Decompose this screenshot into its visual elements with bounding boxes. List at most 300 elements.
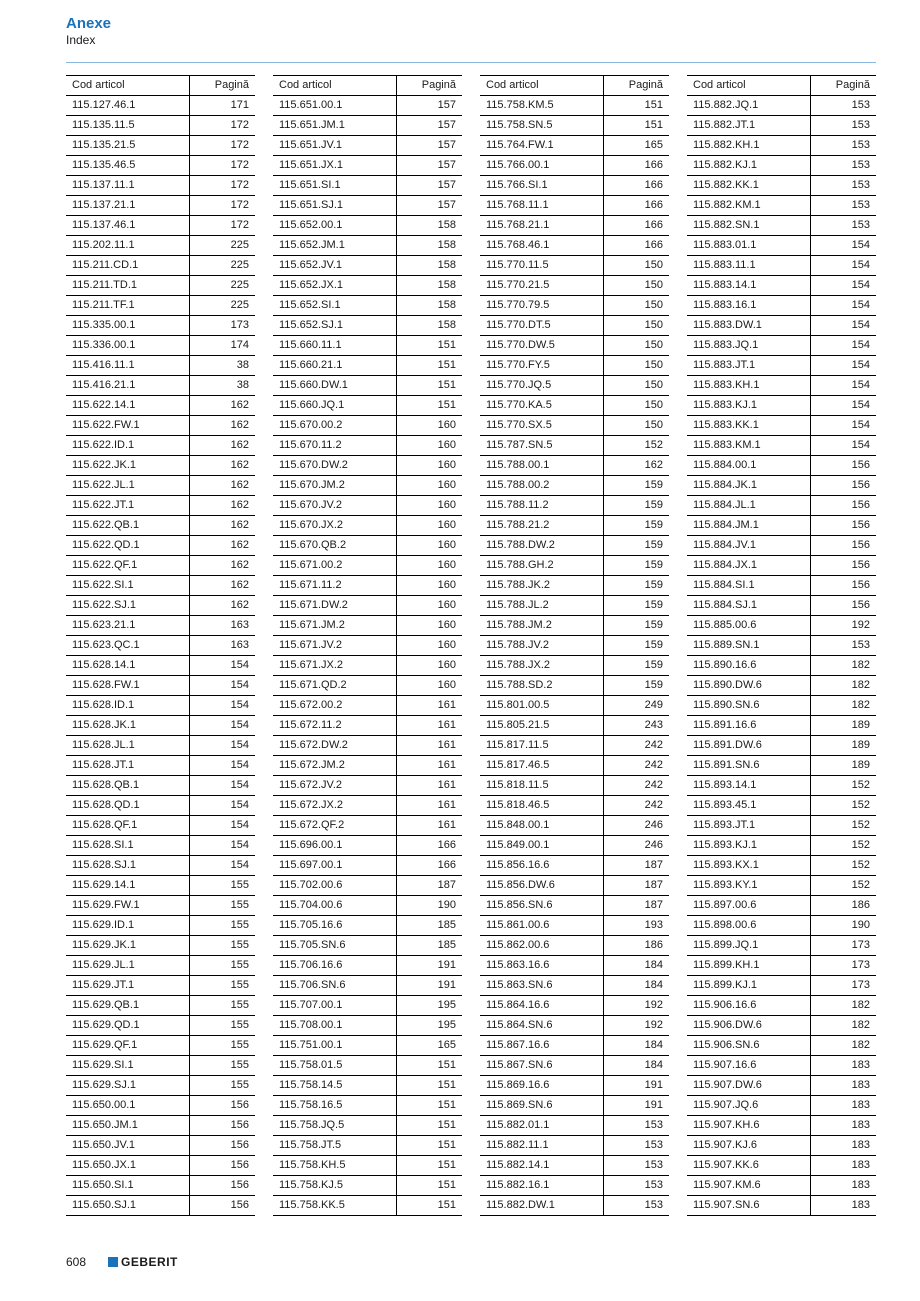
page-ref: 182 bbox=[811, 696, 877, 716]
table-row bbox=[480, 596, 669, 616]
article-code: 115.652.SI.1 bbox=[273, 296, 397, 316]
page-ref: 157 bbox=[397, 196, 463, 216]
table-row bbox=[687, 936, 876, 956]
column-header-code: Cod articol bbox=[273, 76, 397, 96]
table-row bbox=[66, 776, 255, 796]
article-code: 115.770.FY.5 bbox=[480, 356, 604, 376]
article-code: 115.628.QD.1 bbox=[66, 796, 190, 816]
page-ref: 153 bbox=[811, 116, 877, 136]
table-row bbox=[687, 276, 876, 296]
page-ref: 151 bbox=[604, 96, 670, 116]
article-code: 115.801.00.5 bbox=[480, 696, 604, 716]
page-ref: 158 bbox=[397, 236, 463, 256]
article-code: 115.705.16.6 bbox=[273, 916, 397, 936]
article-code: 115.651.JV.1 bbox=[273, 136, 397, 156]
table-row bbox=[480, 756, 669, 776]
table-row bbox=[66, 436, 255, 456]
page-ref: 186 bbox=[811, 896, 877, 916]
table-row bbox=[480, 1196, 669, 1216]
table-row bbox=[273, 1196, 462, 1216]
page-ref: 38 bbox=[190, 376, 256, 396]
table-row bbox=[480, 936, 669, 956]
table-row bbox=[273, 276, 462, 296]
table-row bbox=[273, 1056, 462, 1076]
article-code: 115.899.JQ.1 bbox=[687, 936, 811, 956]
article-code: 115.788.JK.2 bbox=[480, 576, 604, 596]
page-ref: 154 bbox=[811, 436, 877, 456]
page-ref: 246 bbox=[604, 816, 670, 836]
page-ref: 155 bbox=[190, 956, 256, 976]
page-ref: 160 bbox=[397, 556, 463, 576]
column-header-code: Cod articol bbox=[480, 76, 604, 96]
page-ref: 156 bbox=[190, 1136, 256, 1156]
article-code: 115.671.DW.2 bbox=[273, 596, 397, 616]
page-ref: 191 bbox=[604, 1096, 670, 1116]
article-code: 115.818.11.5 bbox=[480, 776, 604, 796]
page-ref: 154 bbox=[190, 716, 256, 736]
page-ref: 156 bbox=[190, 1116, 256, 1136]
header-divider bbox=[66, 62, 876, 63]
article-code: 115.629.QB.1 bbox=[66, 996, 190, 1016]
article-code: 115.864.16.6 bbox=[480, 996, 604, 1016]
page-ref: 183 bbox=[811, 1156, 877, 1176]
table-row bbox=[687, 1136, 876, 1156]
page-ref: 156 bbox=[811, 476, 877, 496]
table-row bbox=[687, 1076, 876, 1096]
page-ref: 182 bbox=[811, 1036, 877, 1056]
table-row bbox=[480, 796, 669, 816]
page-ref: 246 bbox=[604, 836, 670, 856]
article-code: 115.671.11.2 bbox=[273, 576, 397, 596]
table-row bbox=[687, 1196, 876, 1216]
page-ref: 155 bbox=[190, 916, 256, 936]
table-row bbox=[66, 856, 255, 876]
article-code: 115.882.JT.1 bbox=[687, 116, 811, 136]
table-row bbox=[66, 696, 255, 716]
table-row bbox=[273, 756, 462, 776]
article-code: 115.650.JV.1 bbox=[66, 1136, 190, 1156]
table-row bbox=[480, 1176, 669, 1196]
page-ref: 155 bbox=[190, 1036, 256, 1056]
table-row bbox=[687, 196, 876, 216]
page-ref: 152 bbox=[811, 876, 877, 896]
table-row bbox=[66, 1176, 255, 1196]
article-code: 115.788.JV.2 bbox=[480, 636, 604, 656]
article-code: 115.671.00.2 bbox=[273, 556, 397, 576]
page-ref: 195 bbox=[397, 1016, 463, 1036]
article-code: 115.672.QF.2 bbox=[273, 816, 397, 836]
table-row bbox=[273, 356, 462, 376]
page-ref: 160 bbox=[397, 596, 463, 616]
page-ref: 162 bbox=[190, 576, 256, 596]
table-row bbox=[273, 456, 462, 476]
page-ref: 156 bbox=[811, 456, 877, 476]
article-code: 115.862.00.6 bbox=[480, 936, 604, 956]
table-row bbox=[480, 376, 669, 396]
table-row bbox=[273, 996, 462, 1016]
article-code: 115.670.00.2 bbox=[273, 416, 397, 436]
table-row bbox=[480, 576, 669, 596]
page-ref: 160 bbox=[397, 416, 463, 436]
page-ref: 153 bbox=[604, 1136, 670, 1156]
article-code: 115.652.00.1 bbox=[273, 216, 397, 236]
table-row bbox=[273, 236, 462, 256]
page-ref: 150 bbox=[604, 356, 670, 376]
table-row bbox=[687, 516, 876, 536]
page-ref: 161 bbox=[397, 756, 463, 776]
article-code: 115.884.JX.1 bbox=[687, 556, 811, 576]
page-ref: 156 bbox=[190, 1156, 256, 1176]
article-code: 115.670.JM.2 bbox=[273, 476, 397, 496]
page-ref: 159 bbox=[604, 476, 670, 496]
table-row bbox=[480, 836, 669, 856]
article-code: 115.768.21.1 bbox=[480, 216, 604, 236]
table-row bbox=[480, 396, 669, 416]
article-code: 115.869.SN.6 bbox=[480, 1096, 604, 1116]
article-code: 115.758.KM.5 bbox=[480, 96, 604, 116]
table-row bbox=[273, 676, 462, 696]
table-row bbox=[687, 176, 876, 196]
article-code: 115.672.00.2 bbox=[273, 696, 397, 716]
article-code: 115.650.00.1 bbox=[66, 1096, 190, 1116]
index-column-3 bbox=[480, 75, 669, 1216]
page-ref: 153 bbox=[811, 216, 877, 236]
page-ref: 151 bbox=[397, 396, 463, 416]
page-ref: 159 bbox=[604, 576, 670, 596]
article-code: 115.758.14.5 bbox=[273, 1076, 397, 1096]
page-ref: 156 bbox=[811, 556, 877, 576]
table-row bbox=[687, 256, 876, 276]
table-row bbox=[687, 676, 876, 696]
table-row bbox=[273, 716, 462, 736]
article-code: 115.652.JM.1 bbox=[273, 236, 397, 256]
column-header-page: Pagină bbox=[604, 76, 670, 96]
page-ref: 154 bbox=[190, 816, 256, 836]
table-row bbox=[687, 836, 876, 856]
page-ref: 150 bbox=[604, 276, 670, 296]
article-code: 115.764.FW.1 bbox=[480, 136, 604, 156]
table-row bbox=[480, 416, 669, 436]
article-code: 115.893.45.1 bbox=[687, 796, 811, 816]
page-ref: 160 bbox=[397, 436, 463, 456]
article-code: 115.817.11.5 bbox=[480, 736, 604, 756]
page-ref: 159 bbox=[604, 516, 670, 536]
article-code: 115.696.00.1 bbox=[273, 836, 397, 856]
article-code: 115.788.GH.2 bbox=[480, 556, 604, 576]
page-ref: 159 bbox=[604, 496, 670, 516]
article-code: 115.127.46.1 bbox=[66, 96, 190, 116]
page-ref: 173 bbox=[811, 936, 877, 956]
article-code: 115.907.DW.6 bbox=[687, 1076, 811, 1096]
article-code: 115.867.SN.6 bbox=[480, 1056, 604, 1076]
section-subtitle: Index bbox=[66, 33, 96, 47]
page-ref: 38 bbox=[190, 356, 256, 376]
page-ref: 163 bbox=[190, 616, 256, 636]
page-ref: 154 bbox=[811, 356, 877, 376]
page-ref: 154 bbox=[811, 296, 877, 316]
table-row bbox=[687, 1056, 876, 1076]
article-code: 115.899.KJ.1 bbox=[687, 976, 811, 996]
table-row bbox=[273, 816, 462, 836]
article-code: 115.766.00.1 bbox=[480, 156, 604, 176]
table-row bbox=[273, 336, 462, 356]
article-code: 115.883.KK.1 bbox=[687, 416, 811, 436]
article-code: 115.629.ID.1 bbox=[66, 916, 190, 936]
page-ref: 187 bbox=[604, 896, 670, 916]
table-row bbox=[273, 496, 462, 516]
page-ref: 184 bbox=[604, 1036, 670, 1056]
article-code: 115.907.16.6 bbox=[687, 1056, 811, 1076]
page-header bbox=[66, 15, 111, 47]
table-row bbox=[480, 1016, 669, 1036]
page-ref: 154 bbox=[811, 316, 877, 336]
page-ref: 162 bbox=[604, 456, 670, 476]
page-ref: 160 bbox=[397, 536, 463, 556]
article-code: 115.863.16.6 bbox=[480, 956, 604, 976]
table-row bbox=[687, 416, 876, 436]
table-row bbox=[687, 536, 876, 556]
page-ref: 160 bbox=[397, 636, 463, 656]
article-code: 115.889.SN.1 bbox=[687, 636, 811, 656]
article-code: 115.907.KH.6 bbox=[687, 1116, 811, 1136]
table-header-row bbox=[687, 76, 876, 96]
article-code: 115.622.QD.1 bbox=[66, 536, 190, 556]
table-row bbox=[273, 1036, 462, 1056]
article-code: 115.650.SI.1 bbox=[66, 1176, 190, 1196]
page-ref: 191 bbox=[397, 976, 463, 996]
table-row bbox=[273, 176, 462, 196]
page-ref: 155 bbox=[190, 876, 256, 896]
page-ref: 242 bbox=[604, 796, 670, 816]
article-code: 115.651.JX.1 bbox=[273, 156, 397, 176]
article-code: 115.758.16.5 bbox=[273, 1096, 397, 1116]
index-table bbox=[66, 75, 255, 1216]
page-ref: 242 bbox=[604, 736, 670, 756]
table-row bbox=[273, 1076, 462, 1096]
page-ref: 150 bbox=[604, 336, 670, 356]
article-code: 115.907.KM.6 bbox=[687, 1176, 811, 1196]
article-code: 115.883.01.1 bbox=[687, 236, 811, 256]
page-ref: 154 bbox=[811, 276, 877, 296]
article-code: 115.135.11.5 bbox=[66, 116, 190, 136]
article-code: 115.770.79.5 bbox=[480, 296, 604, 316]
table-row bbox=[480, 776, 669, 796]
article-code: 115.660.JQ.1 bbox=[273, 396, 397, 416]
table-row bbox=[66, 396, 255, 416]
page-ref: 159 bbox=[604, 596, 670, 616]
article-code: 115.671.QD.2 bbox=[273, 676, 397, 696]
table-row bbox=[480, 1056, 669, 1076]
table-row bbox=[687, 756, 876, 776]
article-code: 115.672.JM.2 bbox=[273, 756, 397, 776]
table-row bbox=[66, 836, 255, 856]
table-row bbox=[480, 1136, 669, 1156]
article-code: 115.704.00.6 bbox=[273, 896, 397, 916]
article-code: 115.628.QF.1 bbox=[66, 816, 190, 836]
page-ref: 153 bbox=[604, 1176, 670, 1196]
table-row bbox=[273, 636, 462, 656]
table-row bbox=[480, 1156, 669, 1176]
table-row bbox=[66, 236, 255, 256]
article-code: 115.893.KJ.1 bbox=[687, 836, 811, 856]
article-code: 115.629.14.1 bbox=[66, 876, 190, 896]
article-code: 115.672.DW.2 bbox=[273, 736, 397, 756]
page-ref: 153 bbox=[811, 196, 877, 216]
table-row bbox=[687, 616, 876, 636]
article-code: 115.768.46.1 bbox=[480, 236, 604, 256]
page-ref: 151 bbox=[397, 1096, 463, 1116]
table-row bbox=[66, 636, 255, 656]
article-code: 115.907.KJ.6 bbox=[687, 1136, 811, 1156]
table-row bbox=[687, 576, 876, 596]
page-ref: 159 bbox=[604, 616, 670, 636]
page-ref: 154 bbox=[190, 736, 256, 756]
page-ref: 159 bbox=[604, 636, 670, 656]
page-ref: 166 bbox=[397, 836, 463, 856]
article-code: 115.758.SN.5 bbox=[480, 116, 604, 136]
page-ref: 153 bbox=[811, 96, 877, 116]
page-ref: 151 bbox=[604, 116, 670, 136]
page-ref: 159 bbox=[604, 656, 670, 676]
article-code: 115.770.SX.5 bbox=[480, 416, 604, 436]
table-row bbox=[273, 596, 462, 616]
page-ref: 156 bbox=[811, 576, 877, 596]
article-code: 115.882.KJ.1 bbox=[687, 156, 811, 176]
article-code: 115.890.SN.6 bbox=[687, 696, 811, 716]
page-ref: 184 bbox=[604, 976, 670, 996]
article-code: 115.770.DT.5 bbox=[480, 316, 604, 336]
table-row bbox=[687, 1156, 876, 1176]
page-ref: 172 bbox=[190, 116, 256, 136]
article-code: 115.672.JV.2 bbox=[273, 776, 397, 796]
brand-logo bbox=[108, 1255, 178, 1269]
article-code: 115.882.11.1 bbox=[480, 1136, 604, 1156]
page-ref: 154 bbox=[190, 756, 256, 776]
page-ref: 161 bbox=[397, 696, 463, 716]
page-ref: 172 bbox=[190, 176, 256, 196]
page-ref: 150 bbox=[604, 376, 670, 396]
table-row bbox=[273, 1116, 462, 1136]
article-code: 115.211.TD.1 bbox=[66, 276, 190, 296]
article-code: 115.788.00.2 bbox=[480, 476, 604, 496]
table-header-row bbox=[273, 76, 462, 96]
page-footer bbox=[66, 1255, 178, 1269]
table-row bbox=[480, 1036, 669, 1056]
page-ref: 150 bbox=[604, 416, 670, 436]
page-ref: 166 bbox=[397, 856, 463, 876]
table-row bbox=[480, 1076, 669, 1096]
page-ref: 159 bbox=[604, 556, 670, 576]
article-code: 115.849.00.1 bbox=[480, 836, 604, 856]
article-code: 115.885.00.6 bbox=[687, 616, 811, 636]
article-code: 115.788.00.1 bbox=[480, 456, 604, 476]
table-row bbox=[273, 1176, 462, 1196]
table-row bbox=[687, 396, 876, 416]
page-ref: 156 bbox=[190, 1176, 256, 1196]
page-ref: 153 bbox=[604, 1196, 670, 1216]
page-ref: 189 bbox=[811, 756, 877, 776]
page-ref: 165 bbox=[604, 136, 670, 156]
page-ref: 154 bbox=[190, 856, 256, 876]
article-code: 115.629.JL.1 bbox=[66, 956, 190, 976]
table-row bbox=[480, 916, 669, 936]
article-code: 115.628.QB.1 bbox=[66, 776, 190, 796]
table-row bbox=[66, 116, 255, 136]
page-ref: 154 bbox=[190, 696, 256, 716]
article-code: 115.770.KA.5 bbox=[480, 396, 604, 416]
page-ref: 150 bbox=[604, 316, 670, 336]
table-row bbox=[480, 196, 669, 216]
page-ref: 151 bbox=[397, 1176, 463, 1196]
article-code: 115.660.21.1 bbox=[273, 356, 397, 376]
table-row bbox=[687, 336, 876, 356]
table-row bbox=[687, 1016, 876, 1036]
page-ref: 195 bbox=[397, 996, 463, 1016]
table-row bbox=[66, 1116, 255, 1136]
article-code: 115.651.JM.1 bbox=[273, 116, 397, 136]
table-row bbox=[66, 996, 255, 1016]
page-ref: 153 bbox=[811, 176, 877, 196]
article-code: 115.629.QF.1 bbox=[66, 1036, 190, 1056]
page-ref: 154 bbox=[811, 376, 877, 396]
page-ref: 157 bbox=[397, 156, 463, 176]
article-code: 115.768.11.1 bbox=[480, 196, 604, 216]
table-row bbox=[273, 296, 462, 316]
table-row bbox=[66, 316, 255, 336]
article-code: 115.211.TF.1 bbox=[66, 296, 190, 316]
page-ref: 162 bbox=[190, 396, 256, 416]
page-ref: 172 bbox=[190, 156, 256, 176]
article-code: 115.882.01.1 bbox=[480, 1116, 604, 1136]
page-ref: 152 bbox=[811, 816, 877, 836]
table-row bbox=[687, 1176, 876, 1196]
article-code: 115.882.DW.1 bbox=[480, 1196, 604, 1216]
page-ref: 152 bbox=[811, 776, 877, 796]
index-column-1 bbox=[66, 75, 255, 1216]
article-code: 115.628.ID.1 bbox=[66, 696, 190, 716]
table-row bbox=[66, 796, 255, 816]
table-row bbox=[273, 316, 462, 336]
article-code: 115.907.KK.6 bbox=[687, 1156, 811, 1176]
table-row bbox=[66, 576, 255, 596]
page-ref: 158 bbox=[397, 276, 463, 296]
table-row bbox=[66, 296, 255, 316]
page-ref: 155 bbox=[190, 976, 256, 996]
page-ref: 182 bbox=[811, 676, 877, 696]
table-row bbox=[480, 476, 669, 496]
table-row bbox=[273, 256, 462, 276]
page-ref: 183 bbox=[811, 1136, 877, 1156]
article-code: 115.670.11.2 bbox=[273, 436, 397, 456]
table-row bbox=[273, 116, 462, 136]
article-code: 115.818.46.5 bbox=[480, 796, 604, 816]
page-ref: 165 bbox=[397, 1036, 463, 1056]
table-row bbox=[687, 456, 876, 476]
table-row bbox=[687, 776, 876, 796]
page-ref: 162 bbox=[190, 436, 256, 456]
article-code: 115.650.SJ.1 bbox=[66, 1196, 190, 1216]
table-row bbox=[480, 1096, 669, 1116]
table-row bbox=[66, 1076, 255, 1096]
table-row bbox=[273, 916, 462, 936]
page-ref: 242 bbox=[604, 756, 670, 776]
article-code: 115.770.JQ.5 bbox=[480, 376, 604, 396]
index-table bbox=[480, 75, 669, 1216]
article-code: 115.882.KH.1 bbox=[687, 136, 811, 156]
page-ref: 173 bbox=[811, 976, 877, 996]
table-row bbox=[66, 616, 255, 636]
article-code: 115.211.CD.1 bbox=[66, 256, 190, 276]
